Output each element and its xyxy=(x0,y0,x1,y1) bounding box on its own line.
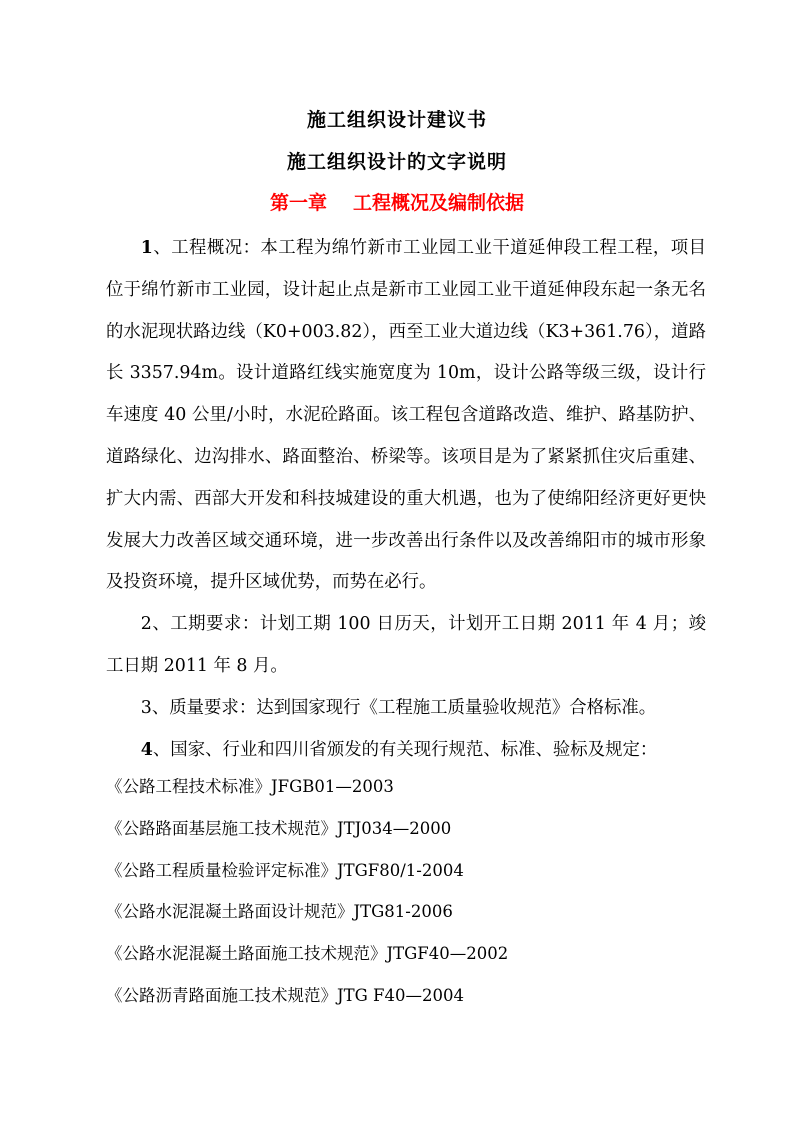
chapter-heading xyxy=(0,188,794,215)
reference-list xyxy=(106,766,706,1017)
reference-item: 《公路工程技术标准》JFGB01—2003 xyxy=(106,777,394,796)
reference-item: 《公路沥青路面施工技术规范》JTG F40—2004 xyxy=(106,985,464,1005)
chapter-number: 第一章 xyxy=(269,192,327,214)
paragraph-project-overview xyxy=(106,228,706,604)
paragraph-text: 2、工期要求：计划工期 100 日历天，计划开工日期 2011 年 4 月；竣工日期 2011 年 8 月。 xyxy=(106,614,706,676)
paragraph-text: 3、质量要求：达到国家现行《工程施工质量验收规范》合格标准。 xyxy=(140,697,657,718)
paragraph-text: 、国家、行业和四川省颁发的有关现行规范、标准、验标及规定： xyxy=(152,739,658,760)
document-body xyxy=(106,228,706,771)
paragraph-quality xyxy=(106,688,706,730)
reference-item: 《公路路面基层施工技术规范》JTJ034—2000 xyxy=(106,818,452,838)
document-title: 施工组织设计建议书 xyxy=(306,109,487,131)
reference-item: 《公路工程质量检验评定标准》JTGF80/1-2004 xyxy=(106,860,464,880)
paragraph-text: 、工程概况：本工程为绵竹新市工业园工业干道延伸段工程工程，项目位于绵竹新市工业园，设计起止点是新市工业园工业干道延伸段东起一条无名的水泥现状路边线（K0+003.82），西至工业大道边线（K3+361.76），道路长 3357.94m。设计道路红线实施宽度为 10m，设计公路等级三级，设计行车速度 40 公里/小时，水泥砼路面。该工程包含道路改造、维护、路基防护、道路绿化、边沟排水、路面整治、桥梁等。该项目是为了紧紧抓住灾后重建、扩大内需、西部大开发和科技城建设的重大机遇，也为了使绵阳经济更好更快发展大力改善区域交通环境，进一步改善出行条件以及改善绵阳市的城市形象及投资环境，提升区域优势，而势在必行。 xyxy=(106,238,706,593)
paragraph-number: 1 xyxy=(140,238,153,258)
paragraph-number: 4 xyxy=(140,739,153,760)
reference-item: 《公路水泥混凝土路面施工技术规范》JTGF40—2002 xyxy=(106,944,509,964)
reference-item: 《公路水泥混凝土路面设计规范》JTG81-2006 xyxy=(106,902,453,922)
chapter-name: 工程概况及编制依据 xyxy=(353,192,525,214)
paragraph-schedule xyxy=(106,604,706,688)
document-subtitle: 施工组织设计的文字说明 xyxy=(286,151,507,173)
